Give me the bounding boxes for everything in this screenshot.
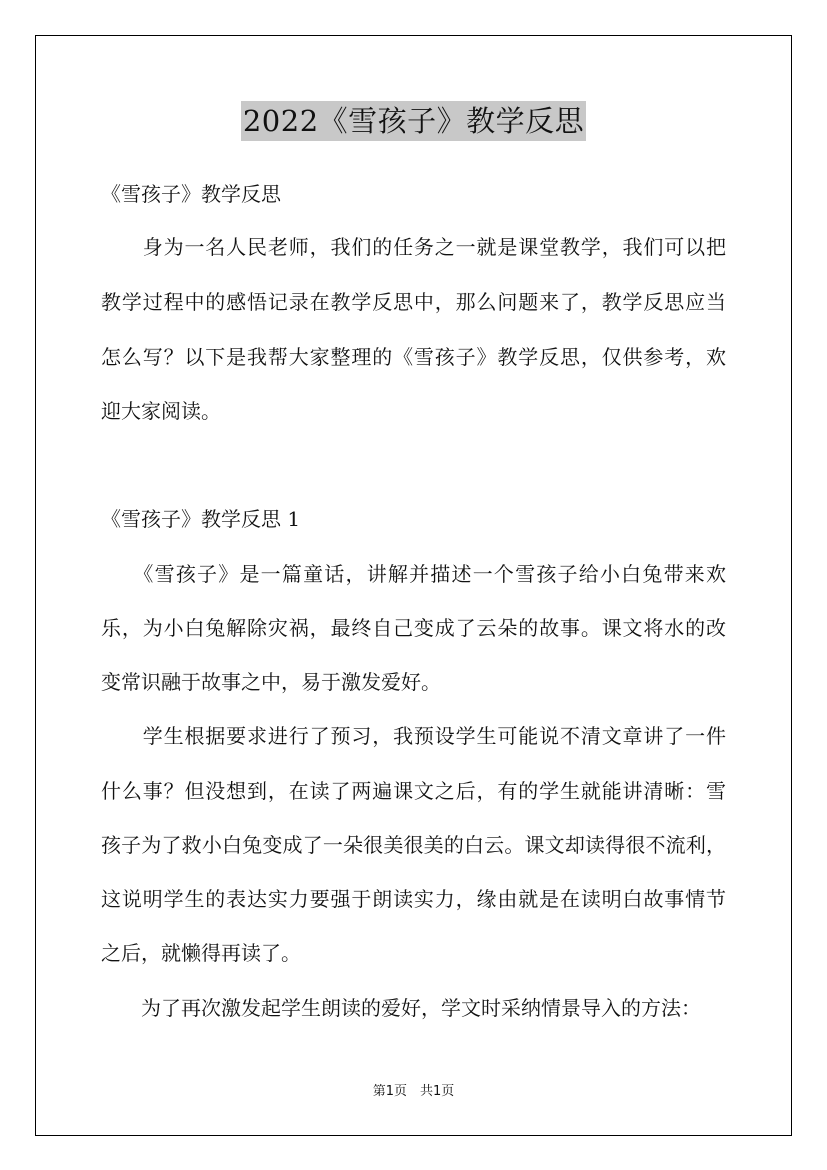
section-heading: 《雪孩子》教学反思	[101, 182, 281, 206]
paragraph-line: 为了再次激发起学生朗读的爱好，学文时采纳情景导入的方法：	[101, 996, 701, 1020]
title-container	[0, 101, 827, 141]
document-title: 2022《雪孩子》教学反思	[241, 101, 586, 141]
paragraph-line: 身为一名人民老师，我们的任务之一就是课堂教学，我们可以把	[101, 235, 726, 259]
paragraph-line: 教学过程中的感悟记录在教学反思中，那么问题来了，教学反思应当	[101, 290, 726, 314]
paragraph-line: 变常识融于故事之中，易于激发爱好。	[101, 670, 441, 694]
paragraph-line: 学生根据要求进行了预习，我预设学生可能说不清文章讲了一件	[101, 724, 726, 748]
paragraph-line: 这说明学生的表达实力要强于朗读实力，缘由就是在读明白故事情节	[101, 887, 726, 911]
paragraph-line: 之后，就懒得再读了。	[101, 941, 301, 965]
paragraph-line: 怎么写？以下是我帮大家整理的《雪孩子》教学反思，仅供参考，欢	[101, 345, 726, 369]
paragraph-line: 《雪孩子》是一篇童话，讲解并描述一个雪孩子给小白兔带来欢	[101, 562, 726, 586]
paragraph-line: 什么事？但没想到，在读了两遍课文之后，有的学生就能讲清晰：雪	[101, 779, 726, 803]
page-footer: 第1页 共1页	[372, 1084, 455, 1099]
section-heading: 《雪孩子》教学反思 1	[101, 507, 301, 531]
paragraph-line: 孩子为了救小白兔变成了一朵很美很美的白云。课文却读得很不流利，	[101, 833, 726, 857]
paragraph-line: 乐，为小白兔解除灾祸，最终自己变成了云朵的故事。课文将水的改	[101, 616, 726, 640]
paragraph-line: 迎大家阅读。	[101, 399, 221, 423]
